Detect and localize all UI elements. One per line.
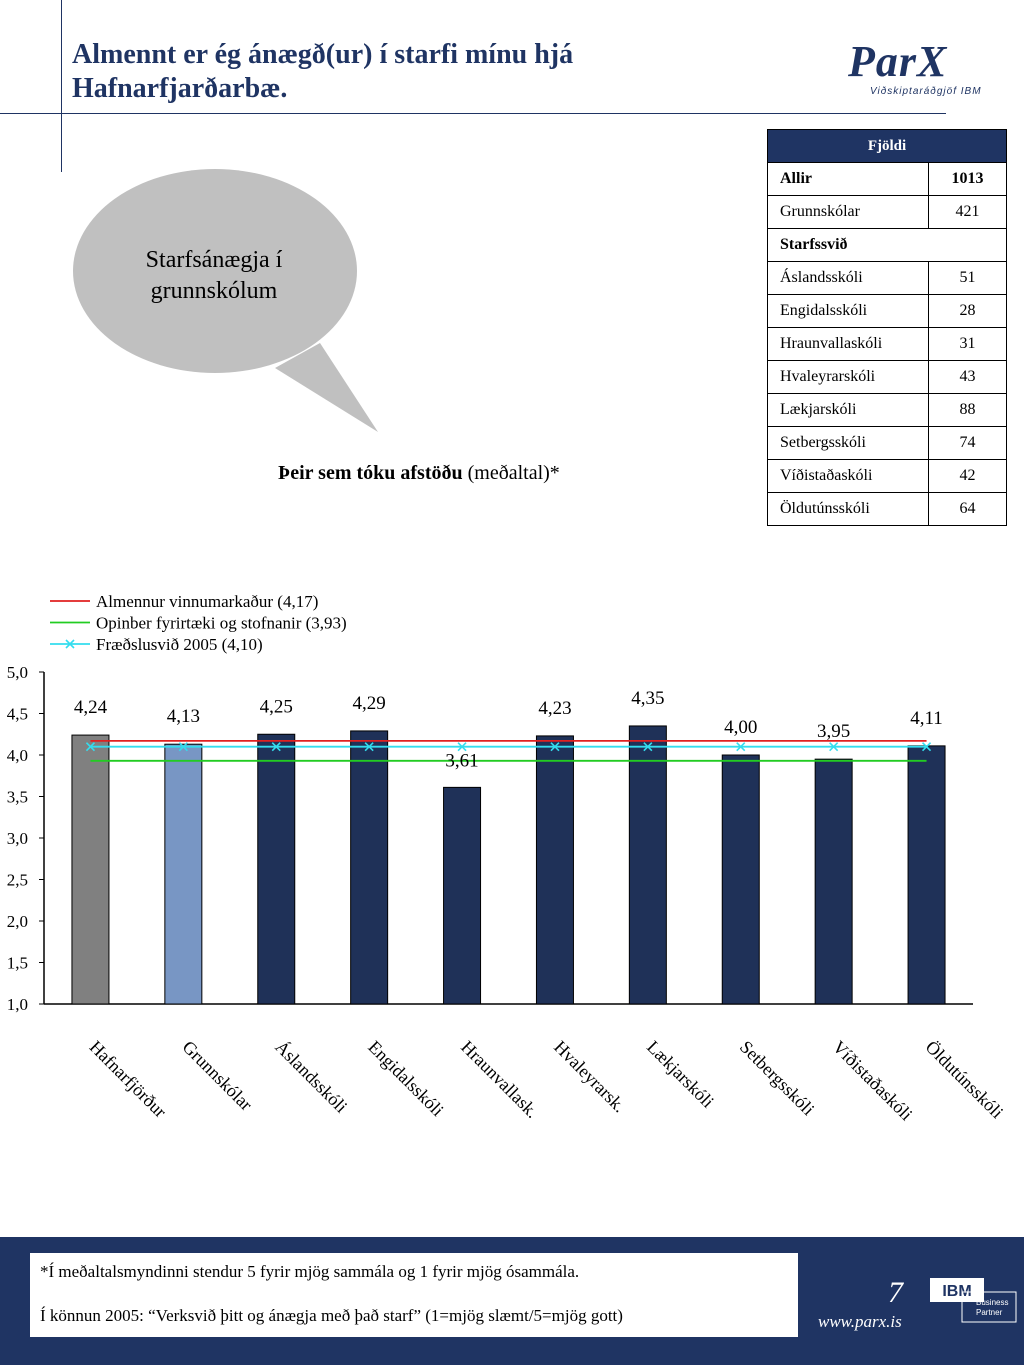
table-row — [768, 295, 1007, 328]
x-tick-label: Hvaleyrarsk. — [550, 1036, 630, 1117]
data-label: 4,00 — [724, 717, 758, 738]
footnote-1: *Í meðaltalsmyndinni stendur 5 fyrir mjög sammála og 1 fyrir mjög ósammála. — [40, 1262, 580, 1281]
ibm-text: IBM — [942, 1283, 972, 1300]
legend-label: Fræðslusvið 2005 (4,10) — [96, 635, 263, 654]
table-row — [768, 460, 1007, 493]
table-cell-label: Hvaleyrarskóli — [768, 361, 929, 394]
table-row — [768, 427, 1007, 460]
table-cell-label: Víðistaðaskóli — [768, 460, 929, 493]
bar — [629, 726, 666, 1004]
table-cell-label: Áslandsskóli — [768, 262, 929, 295]
bar — [908, 746, 945, 1004]
bar — [536, 736, 573, 1004]
x-tick-label: Setbergsskóli — [735, 1036, 819, 1120]
data-label: 4,35 — [631, 687, 665, 709]
table-cell-label: Allir — [768, 163, 929, 196]
x-tick-label: Engidalsskóli — [364, 1036, 448, 1121]
y-tick-label: 5,0 — [6, 663, 28, 682]
data-label: 4,24 — [73, 697, 108, 719]
bar-chart — [0, 585, 1024, 1125]
data-label: 4,23 — [538, 697, 572, 719]
ibm-sub1: Business — [976, 1298, 1009, 1307]
y-tick-label: 1,5 — [6, 953, 28, 973]
bar — [722, 755, 759, 1004]
table-row — [768, 163, 1007, 196]
footer-url[interactable]: www.parx.is — [818, 1312, 902, 1331]
table-cell-label: Setbergsskóli — [768, 427, 929, 460]
legend-label: Almennur vinnumarkaður (4,17) — [96, 592, 319, 611]
header-vertical-rule — [61, 0, 62, 172]
table-cell-label: Grunnskólar — [768, 196, 929, 229]
counts-table — [767, 129, 1007, 526]
page-number: 7 — [888, 1276, 903, 1309]
table-cell-value: 43 — [929, 361, 1007, 394]
table-cell-value: 1013 — [929, 163, 1007, 196]
table-row — [768, 262, 1007, 295]
y-tick-label: 2,0 — [6, 912, 28, 931]
table-cell-label: Lækjarskóli — [768, 394, 929, 427]
data-label: 3,95 — [817, 721, 851, 743]
logo-text: ParX — [848, 37, 948, 86]
bubble-text: Starfsánægja í grunnskólum — [145, 247, 283, 304]
table-row — [768, 493, 1007, 526]
table-cell-value: 51 — [929, 262, 1007, 295]
bar — [444, 787, 481, 1004]
table-cell-label: Engidalsskóli — [768, 295, 929, 328]
footnote-2: Í könnun 2005: “Verksvið þitt og ánægja með það starf” (1=mjög slæmt/5=mjög gott) — [40, 1306, 623, 1325]
x-tick-label: Lækjarskóli — [643, 1036, 718, 1112]
bar — [165, 744, 202, 1004]
data-label: 4,13 — [166, 706, 200, 728]
x-tick-label: Grunnskólar — [178, 1036, 257, 1115]
bar — [815, 759, 852, 1004]
data-label: 4,29 — [352, 692, 386, 714]
table-cell-value: 31 — [929, 328, 1007, 361]
subtitle-normal: (meðaltal)* — [462, 462, 560, 484]
subtitle-bold: Þeir sem tóku afstöðu — [278, 462, 463, 484]
table-section-label: Starfssvið — [768, 229, 1007, 262]
table-cell-value: 28 — [929, 295, 1007, 328]
header-horizontal-rule — [0, 113, 946, 114]
table-header: Fjöldi — [768, 130, 1007, 163]
table-row — [768, 328, 1007, 361]
data-label: 4,11 — [910, 707, 943, 729]
table-cell-value: 74 — [929, 427, 1007, 460]
y-tick-label: 1,0 — [6, 995, 28, 1014]
parx-logo — [848, 38, 988, 108]
y-tick-label: 2,5 — [6, 870, 28, 890]
table-cell-value: 88 — [929, 394, 1007, 427]
table-row — [768, 196, 1007, 229]
table-cell-value: 42 — [929, 460, 1007, 493]
x-tick-label: Víðistaðaskóli — [828, 1036, 917, 1125]
table-row — [768, 394, 1007, 427]
x-tick-label: Áslandsskóli — [271, 1036, 352, 1117]
page-title: Almennt er ég ánægð(ur) í starfi mínu hjá Hafnarfjarðarbæ. — [72, 39, 574, 104]
ibm-sub2: Partner — [976, 1308, 1003, 1317]
bar — [258, 734, 295, 1004]
table-row — [768, 229, 1007, 262]
legend-label: Opinber fyrirtæki og stofnanir (3,93) — [96, 613, 347, 633]
table-cell-label: Öldutúnsskóli — [768, 493, 929, 526]
y-tick-label: 3,0 — [6, 829, 28, 848]
table-cell-value: 64 — [929, 493, 1007, 526]
data-label: 3,61 — [445, 750, 479, 772]
table-row — [768, 361, 1007, 394]
data-label: 4,25 — [259, 696, 293, 718]
y-tick-label: 4,5 — [6, 704, 28, 724]
y-tick-label: 3,5 — [6, 787, 28, 807]
table-cell-value: 421 — [929, 196, 1007, 229]
bar — [72, 735, 109, 1004]
y-tick-label: 4,0 — [6, 746, 28, 765]
bar — [351, 731, 388, 1004]
x-tick-label: Öldutúnsskóli — [921, 1036, 1008, 1123]
chart-subtitle — [278, 462, 560, 485]
x-tick-label: Hraunvallask. — [457, 1036, 543, 1122]
logo-subtext: Viðskiptaráðgjöf IBM — [870, 86, 982, 97]
ibm-business-partner-logo — [930, 1278, 1016, 1322]
footnote-box — [30, 1253, 798, 1337]
table-cell-label: Hraunvallaskóli — [768, 328, 929, 361]
x-tick-label: Hafnarfjörður — [85, 1036, 171, 1122]
